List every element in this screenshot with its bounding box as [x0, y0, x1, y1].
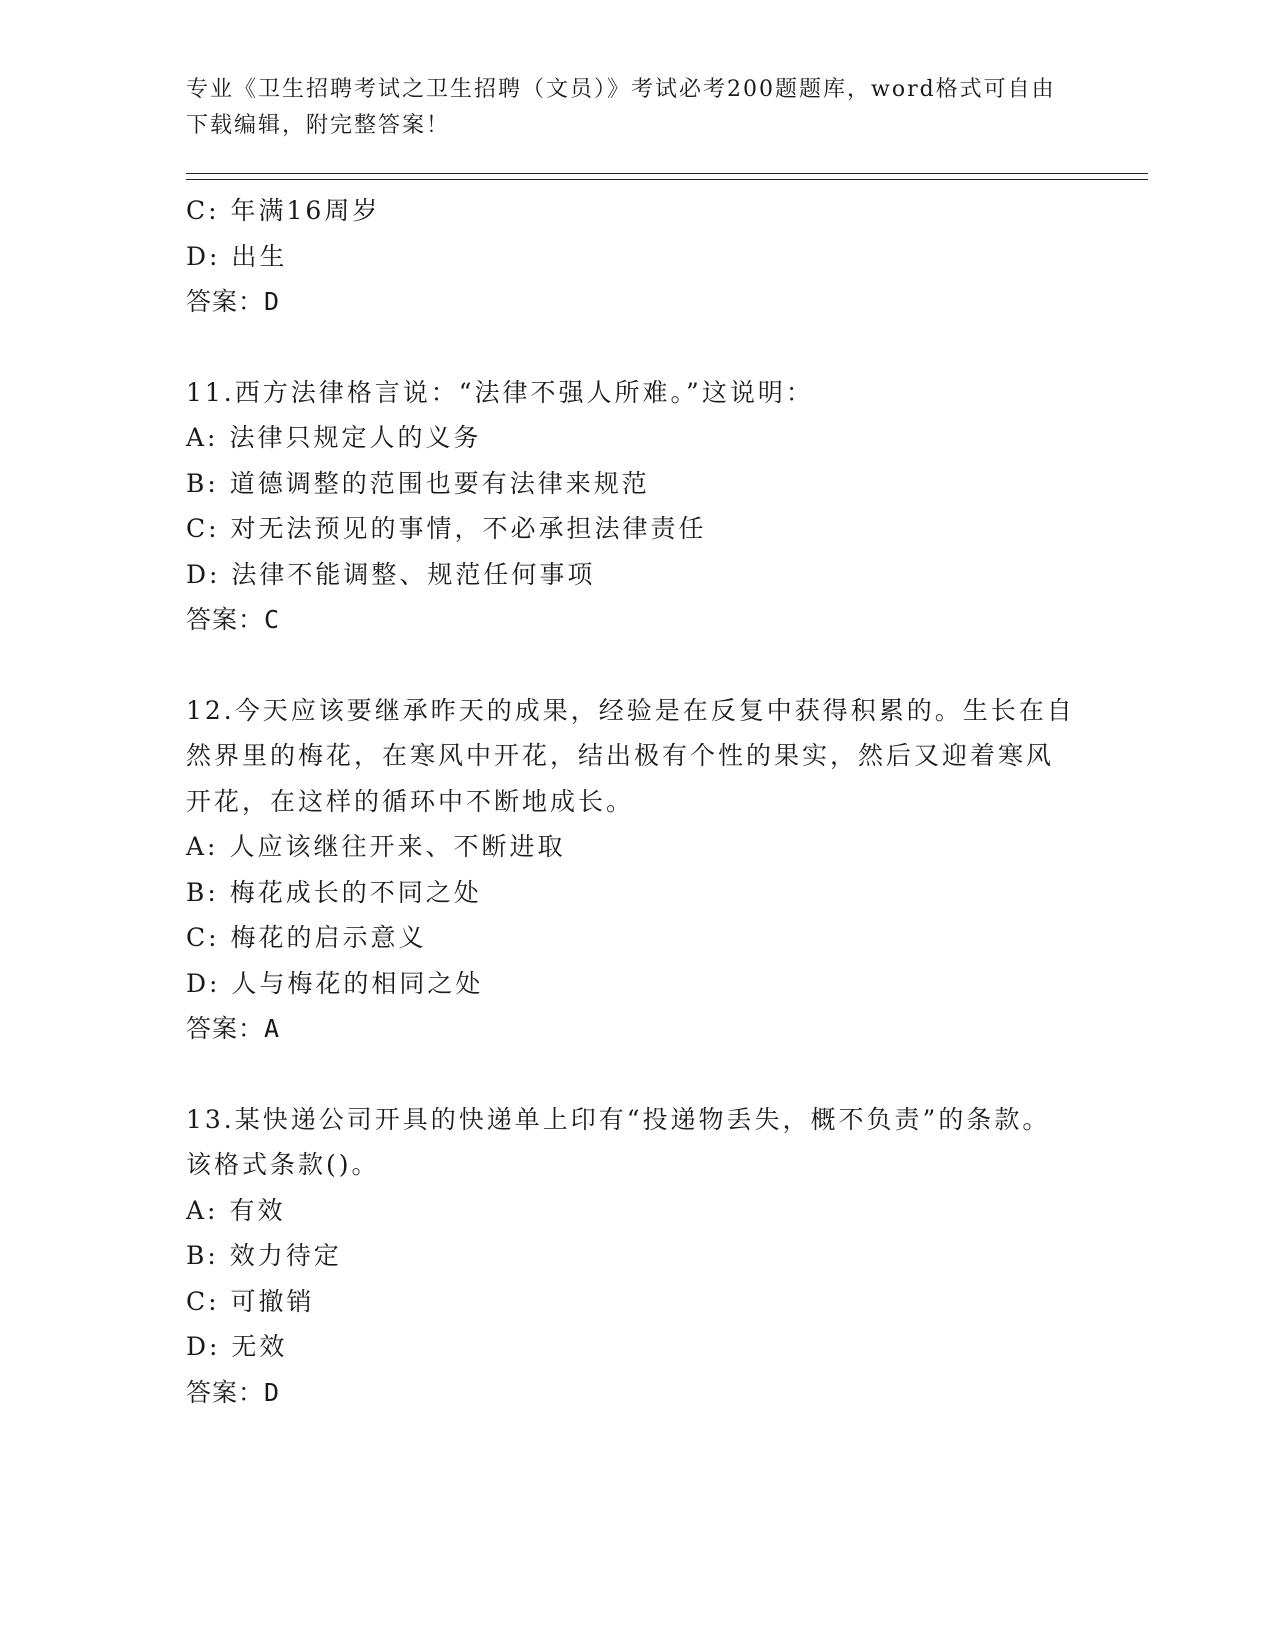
question-stem: 11.西方法律格言说：“法律不强人所难。”这说明： [186, 377, 814, 407]
option-d: D: 人与梅花的相同之处 [186, 968, 484, 998]
option-a: A: 有效 [186, 1195, 286, 1225]
option-a: A: 法律只规定人的义务 [186, 423, 482, 452]
document-header: 专业《卫生招聘考试之卫生招聘（文员）》考试必考200题题库，word格式可自由下载编辑，附完整答案！ [186, 77, 1056, 138]
option-d: D: 出生 [186, 241, 288, 271]
option-b: B: 梅花成长的不同之处 [186, 877, 482, 907]
question-stem: 13.某快递公司开具的快递单上印有“投递物丢失，概不负责”的条款。该格式条款()。 [186, 1104, 1051, 1179]
option-c: C: 对无法预见的事情，不必承担法律责任 [186, 514, 707, 543]
question-body [186, 188, 1076, 1415]
spacer [186, 1052, 1076, 1097]
option-d: D: 法律不能调整、规范任何事项 [186, 559, 596, 589]
option-c: C: 年满16周岁 [186, 196, 381, 225]
header-divider-top [186, 173, 1148, 174]
answer-line: 答案：D [186, 287, 281, 316]
question-stem: 12.今天应该要继承昨天的成果，经验是在反复中获得积累的。生长在自然界里的梅花，在寒风中开花，结出极有个性的果实，然后又迎着寒风开花，在这样的循环中不断地成长。 [186, 695, 1075, 816]
question-12 [186, 688, 1076, 1052]
question-11 [186, 370, 1076, 643]
option-d: D: 无效 [186, 1332, 288, 1361]
answer-line: 答案：C [186, 605, 281, 634]
spacer [186, 325, 1076, 370]
answer-line: 答案：D [186, 1377, 281, 1407]
previous-question [186, 188, 1076, 325]
option-c: C: 梅花的启示意义 [186, 923, 427, 952]
header-divider-bottom [186, 179, 1148, 180]
option-a: A: 人应该继往开来、不断进取 [186, 832, 566, 861]
spacer [186, 643, 1076, 688]
option-c: C: 可撤销 [186, 1286, 315, 1316]
option-b: B: 效力待定 [186, 1241, 342, 1270]
answer-line: 答案：A [186, 1014, 281, 1043]
question-13 [186, 1097, 1076, 1416]
option-b: B: 道德调整的范围也要有法律来规范 [186, 468, 650, 498]
